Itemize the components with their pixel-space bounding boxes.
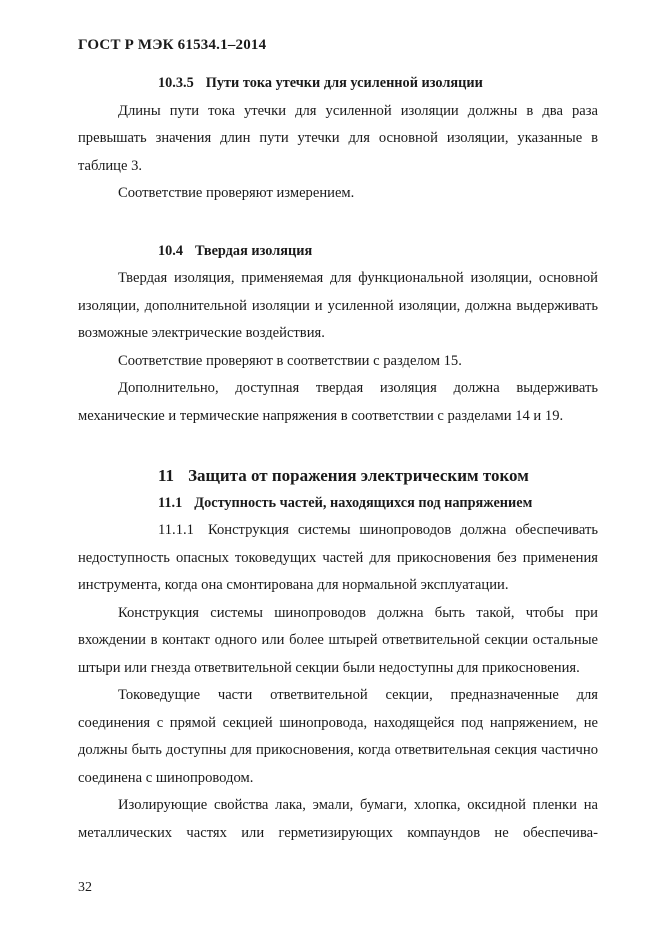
section-number: 10.3.5 — [158, 75, 194, 91]
section-10-4-heading — [78, 238, 598, 266]
section-title: Защита от поражения электрическим током — [188, 466, 529, 485]
clause-number: 11.1.1 — [158, 522, 194, 538]
section-title: Доступность частей, находящихся под напряжением — [194, 494, 533, 511]
paragraph: Соответствие проверяют измерением. — [118, 185, 355, 201]
section-title: Пути тока утечки для усиленной изоляции — [205, 75, 483, 91]
paragraph: Длины пути тока утечки для усиленной изоляции должны в два раза превышать значения длин пути утечки для основной изоляции, указанные в таблице 3. — [78, 102, 598, 174]
section-number: 11 — [158, 466, 175, 485]
standard-header: ГОСТ Р МЭК 61534.1–2014 — [78, 37, 267, 53]
paragraph: Твердая изоляция, применяемая для функциональной изоляции, основной изоляции, дополнительной изоляции и усиленной изоляции, должна выдерживать возможные электрические воздействия. — [78, 270, 598, 341]
section-11-1-heading — [78, 490, 598, 518]
paragraph — [78, 517, 598, 600]
paragraph: Соответствие проверяют в соответствии с разделом 15. — [118, 352, 462, 369]
page-number: 32 — [78, 880, 92, 895]
paragraph: Конструкция системы шинопроводов должна быть такой, чтобы при вхождении в контакт одного или более штырей ответвительной секции остальные штыри или гнезда ответвительной секции были недоступны для прикосновения. — [78, 604, 598, 676]
section-11-heading — [78, 462, 598, 490]
paragraph: Дополнительно, доступная твердая изоляция должна выдерживать механические и термические напряжения в соответствии с разделами 14 и 19. — [78, 380, 598, 424]
paragraph: Токоведущие части ответвительной секции, предназначенные для соединения с прямой секцией шинопровода, находящейся под напряжением, не должны быть доступны для прикосновения, когда ответвительная секция частично соединена с шинопроводом. — [78, 687, 598, 786]
section-10-3-5-heading — [78, 70, 598, 98]
section-title: Твердая изоляция — [195, 242, 313, 259]
section-number: 11.1 — [158, 494, 183, 511]
section-number: 10.4 — [158, 242, 184, 259]
paragraph: Изолирующие свойства лака, эмали, бумаги, хлопка, оксидной пленки на металлических частях или герметизирующих компаундов не обеспечива- — [78, 797, 598, 841]
document-body — [78, 70, 598, 847]
paragraph-text: Конструкция системы шинопроводов должна обеспечивать недоступность опасных токоведущих частей для прикосновения без применения инструмента, когда она смонтирована для нормальной эксплуатации. — [78, 522, 598, 593]
